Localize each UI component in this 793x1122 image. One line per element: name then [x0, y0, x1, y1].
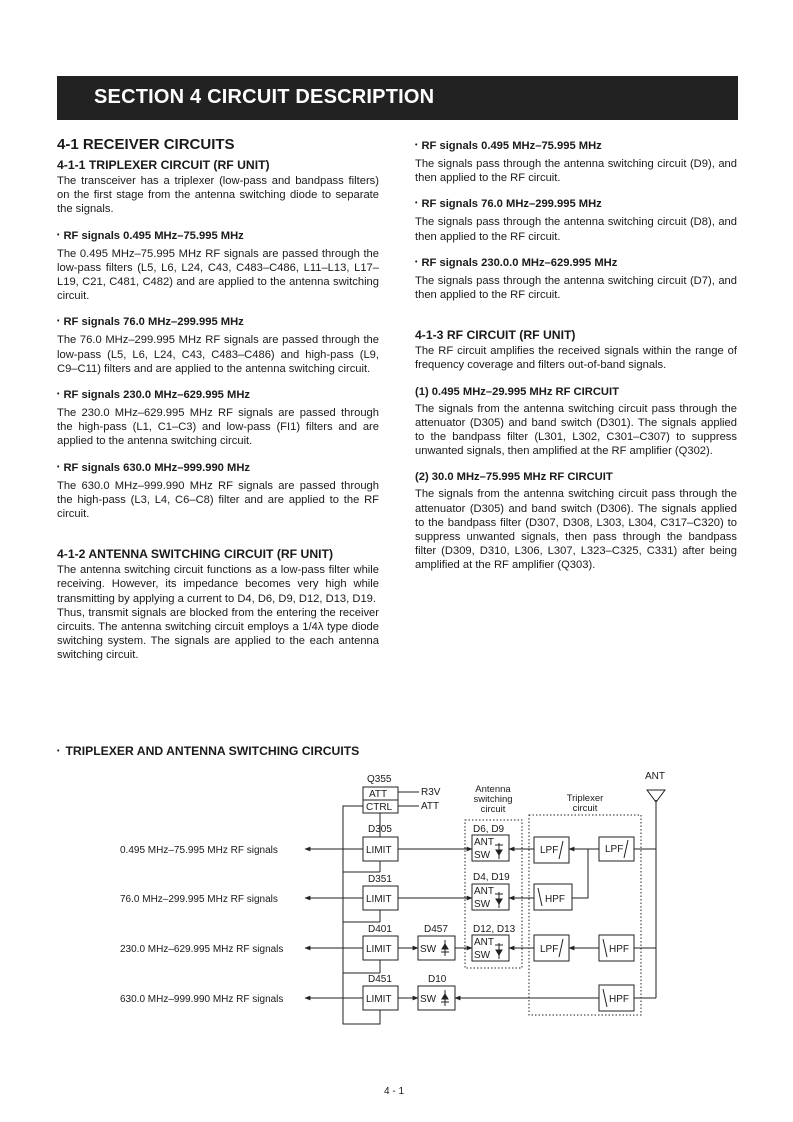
hpf-label: HPF — [609, 944, 629, 955]
ref-d351: D351 — [368, 874, 392, 885]
antsw-label-line3: circuit — [480, 804, 506, 815]
antsw-label-line2: switching — [473, 794, 513, 805]
subsection-title: (2) 30.0 MHz–75.995 MHz RF CIRCUIT — [415, 471, 613, 484]
label-r3v: R3V — [421, 787, 441, 798]
limit-label: LIMIT — [366, 894, 392, 905]
sw-label: SW — [474, 850, 491, 861]
rf-circuit-intro: The RF circuit amplifies the received signals within the range of frequency coverage and filters out-of-band signals. — [415, 345, 737, 372]
heading-rf-circuit: 4-1-3 RF CIRCUIT (RF UNIT) — [415, 328, 576, 343]
ref-d10: D10 — [428, 974, 447, 985]
antenna-label: ANT — [645, 771, 665, 782]
signal-label-2: 76.0 MHz–299.995 MHz RF signals — [120, 894, 278, 905]
ref-d305: D305 — [368, 824, 392, 835]
item-title: • RF signals 0.495 MHz–75.995 MHz — [57, 230, 379, 244]
limit-label: LIMIT — [366, 944, 392, 955]
item-title: • RF signals 0.495 MHz–75.995 MHz — [415, 140, 737, 154]
item-text: The 630.0 MHz–999.990 MHz RF signals are passed through the high-pass (L3, L4, C6–C8) filter and are applied to the RF circuit. — [57, 479, 379, 521]
ant-label: ANT — [474, 937, 494, 948]
section-title: SECTION 4 CIRCUIT DESCRIPTION — [94, 86, 435, 108]
item-text: The signals pass through the antenna switching circuit (D9), and then applied to the RF circuit. — [415, 158, 737, 185]
signal-label-1: 0.495 MHz–75.995 MHz RF signals — [120, 845, 278, 856]
sw-label: SW — [474, 950, 491, 961]
signal-label-4: 630.0 MHz–999.990 MHz RF signals — [120, 994, 284, 1005]
sw-label: SW — [420, 994, 437, 1005]
antsw-label-line1: Antenna — [475, 784, 511, 795]
ref-d6-d9: D6, D9 — [473, 824, 505, 835]
sw-label: SW — [474, 899, 491, 910]
ref-d451: D451 — [368, 974, 392, 985]
ref-d401: D401 — [368, 924, 392, 935]
item-text: The 0.495 MHz–75.995 MHz RF signals are passed through the low-pass filters (L5, L6, L24, C43, C483–C486, L11–L13, L17–L19, C21, C481, C482) and are applied to the antenna switching circuit. — [57, 247, 379, 303]
diode-icon — [441, 940, 449, 956]
diagram-title: • TRIPLEXER AND ANTENNA SWITCHING CIRCUITS — [57, 744, 359, 758]
ant-label: ANT — [474, 837, 494, 848]
ref-d457: D457 — [424, 924, 448, 935]
limit-label: LIMIT — [366, 845, 392, 856]
item-text: The 230.0 MHz–629.995 MHz RF signals are passed through the high-pass (L1, C1–C3) and low-pass (FI1) filters and are applied to the antenna switching circuit. — [57, 407, 379, 448]
heading-triplexer: 4-1-1 TRIPLEXER CIRCUIT (RF UNIT) — [57, 158, 270, 172]
diode-icon — [495, 843, 503, 859]
subsection-text: The signals from the antenna switching circuit pass through the attenuator (D305) and band switch (D301). The signals applied to the bandpass filter (L301, L302, C301–C307) to suppress unwanted signals, then amplified at the RF amplifier (Q302). — [415, 402, 737, 458]
diode-icon — [495, 943, 503, 959]
ref-d12-d13: D12, D13 — [473, 924, 516, 935]
signal-label-3: 230.0 MHz–629.995 MHz RF signals — [120, 944, 284, 955]
item-text: The signals pass through the antenna switching circuit (D7), and then applied to the RF circuit. — [415, 274, 737, 302]
subsection-title: (1) 0.495 MHz–29.995 MHz RF CIRCUIT — [415, 385, 619, 398]
item-title: • RF signals 630.0 MHz–999.990 MHz — [57, 462, 379, 476]
label-ctrl: CTRL — [366, 802, 393, 813]
label-att-in: ATT — [421, 801, 440, 812]
item-text: The signals pass through the antenna switching circuit (D8), and then applied to the RF circuit. — [415, 216, 737, 243]
antenna-switching-p2: Thus, transmit signals are blocked from the entering the receiver circuits. The antenna switching circuit employs a 1/4λ type diode switching system. The signals are applied to the each antenna switching circuit. — [57, 606, 379, 662]
lpf-label: LPF — [540, 845, 559, 856]
item-text: The 76.0 MHz–299.995 MHz RF signals are passed through the low-pass (L5, L6, L24, C43, C483–C486) and high-pass (L9, C9–C11) filters and are applied to the antenna switching circuit. — [57, 334, 379, 375]
item-title: • RF signals 76.0 MHz–299.995 MHz — [415, 198, 737, 212]
diode-icon — [495, 892, 503, 908]
ant-label: ANT — [474, 886, 494, 897]
limit-label: LIMIT — [366, 994, 392, 1005]
diode-icon — [441, 990, 449, 1006]
lpf-label: LPF — [605, 844, 624, 855]
heading-receiver-circuits: 4-1 RECEIVER CIRCUITS — [57, 136, 235, 153]
lpf-label: LPF — [540, 944, 559, 955]
subsection-text: The signals from the antenna switching circuit pass through the attenuator (D305) and band switch (D306). The signals applied to the bandpass filter (D307, D308, L303, L304, C317–C320) to suppress unwanted signals, then pass through the bandpass filter (D309, D310, L306, L307, L323–C325, C331) after being amplified at the RF amplifier (Q303). — [415, 488, 737, 572]
item-title: • RF signals 76.0 MHz–299.995 MHz — [57, 316, 379, 330]
heading-antenna-switching: 4-1-2 ANTENNA SWITCHING CIRCUIT (RF UNIT) — [57, 547, 334, 562]
antenna-switching-p1: The antenna switching circuit functions as a low-pass filter while receiving. However, its impedance becomes very high while transmitting by applying a current to D4, D6, D9, D12, D13, D19. — [57, 564, 379, 605]
triplexer-label-line1: Triplexer — [566, 793, 604, 804]
hpf-label: HPF — [609, 994, 629, 1005]
label-q355: Q355 — [367, 774, 392, 785]
triplexer-intro: The transceiver has a triplexer (low-pass and bandpass filters) on the first stage from the antenna switching diode to separate the signals. — [57, 175, 379, 216]
item-title: • RF signals 230.0.0 MHz–629.995 MHz — [415, 257, 737, 271]
triplexer-label-line2: circuit — [572, 803, 598, 814]
page-number: 4 - 1 — [384, 1086, 405, 1097]
label-att: ATT — [369, 789, 388, 800]
hpf-label: HPF — [545, 894, 565, 905]
sw-label: SW — [420, 944, 437, 955]
item-title: • RF signals 230.0 MHz–629.995 MHz — [57, 389, 379, 403]
ref-d4-d19: D4, D19 — [473, 872, 510, 883]
